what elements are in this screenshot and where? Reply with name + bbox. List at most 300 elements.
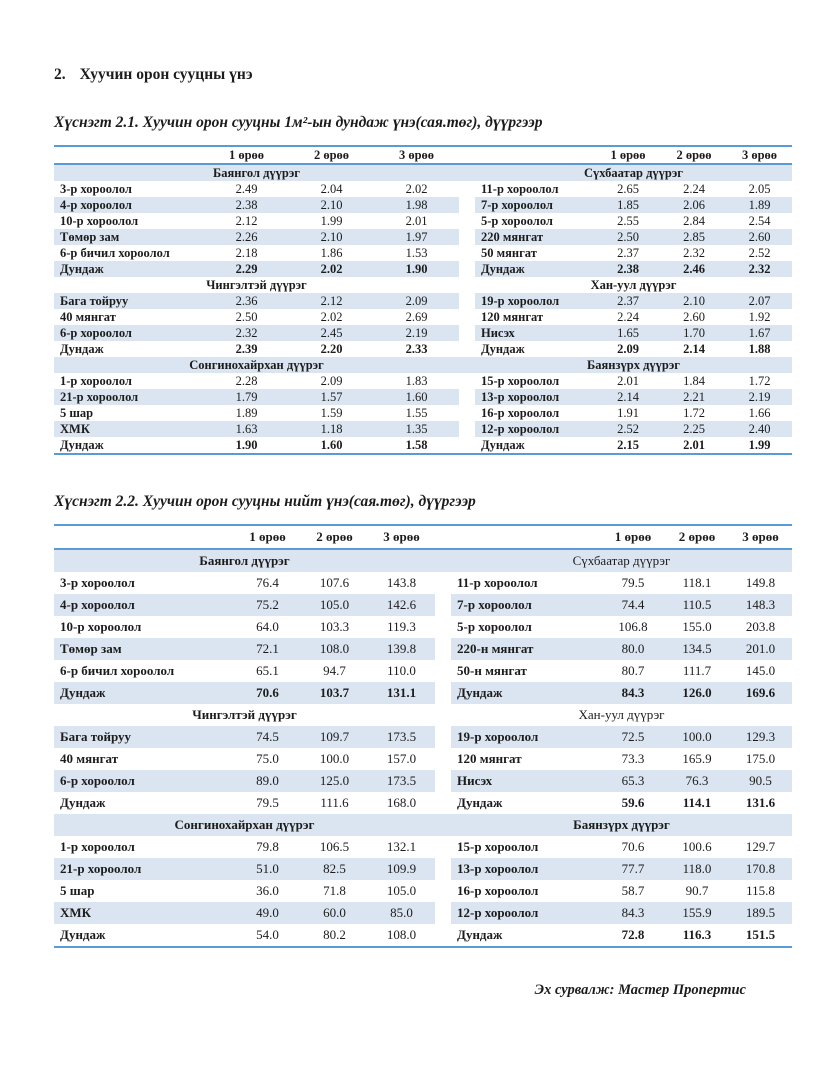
column-header: 3 өрөө [374, 146, 459, 164]
value-cell: 1.60 [374, 389, 459, 405]
value-cell: 89.0 [234, 770, 301, 792]
value-cell: 70.6 [621, 839, 645, 854]
value-cell: 76.3 [665, 770, 729, 792]
value-cell: 2.55 [617, 214, 639, 228]
row-label: 19-р хороолол [451, 726, 601, 748]
district-header: Хан-уул дүүрэг [578, 707, 665, 722]
row-label: 220 мянгат [475, 229, 595, 245]
value-cell: 111.7 [682, 663, 712, 678]
table-row [54, 682, 792, 704]
value-cell: 139.8 [368, 638, 435, 660]
value-cell: 84.3 [601, 902, 665, 924]
row-label: 40 мянгат [60, 310, 116, 324]
value-cell: 2.09 [374, 293, 459, 309]
spacer-cell [435, 902, 451, 924]
value-cell: 90.5 [729, 770, 792, 792]
value-cell: 103.7 [301, 682, 368, 704]
table-row [54, 197, 792, 213]
value-cell: 151.5 [745, 927, 776, 942]
value-cell: 129.3 [729, 726, 792, 748]
value-cell: 76.4 [256, 575, 279, 590]
row-label: ХМК [54, 902, 234, 924]
value-cell: 2.01 [683, 438, 705, 452]
row-label: 120 мянгат [457, 751, 522, 766]
value-cell: 201.0 [729, 638, 792, 660]
corner-cell [451, 525, 601, 549]
row-label: 15-р хороолол [481, 374, 560, 388]
district-header: Баянзүрх дүүрэг [451, 814, 792, 836]
table-row [54, 245, 792, 261]
value-cell: 2.84 [683, 214, 705, 228]
row-label: Нисэх [451, 770, 601, 792]
table-2-2-title: Хүснэгт 2.2. Хуучин орон сууцны нийт үнэ(сая.төг), дүүргээр [54, 493, 476, 510]
value-cell: 1.79 [204, 389, 289, 405]
value-cell: 1.58 [405, 438, 428, 452]
value-cell: 2.19 [727, 389, 792, 405]
value-cell: 119.3 [387, 619, 416, 634]
value-cell: 2.12 [235, 214, 258, 228]
spacer-cell [459, 277, 475, 293]
spacer-cell [435, 525, 451, 549]
table-row [54, 309, 792, 325]
spacer-cell [435, 836, 451, 858]
value-cell: 111.6 [320, 795, 349, 810]
source-note: Эх сурвалж: Мастер Пропертис [534, 982, 746, 998]
row-label: 21-р хороолол [54, 858, 234, 880]
column-header-row [54, 525, 792, 549]
value-cell: 165.9 [682, 751, 712, 766]
district-header: Баянгол дүүрэг [54, 164, 459, 181]
row-label: Дундаж [60, 795, 106, 810]
value-cell: 115.8 [746, 883, 775, 898]
row-label: 4-р хороолол [54, 197, 204, 213]
table-row [54, 792, 792, 814]
value-cell: 109.7 [301, 726, 368, 748]
value-cell: 1.53 [405, 246, 428, 260]
row-label: 7-р хороолол [451, 594, 601, 616]
value-cell: 1.84 [683, 374, 705, 388]
spacer-cell [435, 616, 451, 638]
table-row [54, 229, 792, 245]
row-label: Дундаж [54, 261, 204, 277]
table-row [54, 325, 792, 341]
spacer-cell [459, 309, 475, 325]
row-label: 6-р хороолол [54, 325, 204, 341]
row-label: 6-р хороолол [54, 770, 234, 792]
value-cell: 114.1 [682, 795, 712, 810]
value-cell: 58.7 [621, 883, 645, 898]
value-cell: 60.0 [301, 902, 368, 924]
value-cell: 2.24 [683, 182, 705, 196]
value-cell: 1.99 [748, 438, 771, 452]
row-label: 6-р бичил хороолол [60, 663, 175, 678]
table-row [54, 638, 792, 660]
value-cell: 118.1 [682, 575, 712, 590]
value-cell: 170.8 [729, 858, 792, 880]
value-cell: 2.10 [289, 229, 374, 245]
table-row [54, 770, 792, 792]
row-label: 13-р хороолол [451, 858, 601, 880]
column-header: 3 өрөө [368, 525, 435, 549]
value-cell: 80.0 [601, 638, 665, 660]
value-cell: 79.5 [256, 795, 279, 810]
value-cell: 2.02 [405, 182, 428, 196]
value-cell: 74.4 [601, 594, 665, 616]
value-cell: 203.8 [745, 619, 776, 634]
value-cell: 100.0 [319, 751, 350, 766]
value-cell: 1.90 [235, 438, 258, 452]
row-label: 40 мянгат [60, 751, 119, 766]
row-label: 10-р хороолол [60, 214, 139, 228]
row-label: Бага тойруу [54, 293, 204, 309]
spacer-cell [435, 682, 451, 704]
value-cell: 100.6 [682, 839, 712, 854]
value-cell: 1.85 [595, 197, 661, 213]
value-cell: 2.01 [405, 214, 428, 228]
value-cell: 1.89 [727, 197, 792, 213]
row-label: Бага тойруу [54, 726, 234, 748]
row-label: 5 шар [60, 883, 95, 898]
value-cell: 79.8 [256, 839, 279, 854]
section-title: Хуучин орон сууцны үнэ [79, 66, 253, 83]
value-cell: 84.3 [601, 682, 665, 704]
spacer-cell [435, 858, 451, 880]
row-label: 1-р хороолол [60, 839, 135, 854]
value-cell: 1.66 [748, 406, 771, 420]
value-cell: 108.0 [301, 638, 368, 660]
value-cell: 1.63 [204, 421, 289, 437]
value-cell: 1.99 [320, 214, 343, 228]
spacer-cell [435, 880, 451, 902]
row-label: Дундаж [54, 682, 234, 704]
value-cell: 2.50 [235, 310, 258, 324]
row-label: 3-р хороолол [60, 575, 135, 590]
value-cell: 106.5 [319, 839, 350, 854]
value-cell: 49.0 [234, 902, 301, 924]
row-label: Дундаж [457, 927, 503, 942]
row-label: Дундаж [475, 261, 595, 277]
district-band-row [54, 277, 792, 293]
row-label: 16-р хороолол [457, 883, 539, 898]
value-cell: 2.26 [204, 229, 289, 245]
value-cell: 105.0 [386, 883, 417, 898]
spacer-cell [435, 924, 451, 947]
value-cell: 2.45 [289, 325, 374, 341]
value-cell: 2.69 [405, 310, 428, 324]
row-label: 12-р хороолол [475, 421, 595, 437]
row-label: 50-н мянгат [457, 663, 527, 678]
table-row [54, 880, 792, 902]
spacer-cell [435, 704, 451, 726]
value-cell: 75.0 [256, 751, 279, 766]
value-cell: 1.92 [748, 310, 771, 324]
value-cell: 2.24 [617, 310, 639, 324]
row-label: 6-р бичил хороолол [60, 246, 170, 260]
row-label: 4-р хороолол [54, 594, 234, 616]
value-cell: 2.65 [617, 182, 639, 196]
row-label: 5-р хороолол [457, 619, 532, 634]
row-label: 11-р хороолол [457, 575, 538, 590]
column-header: 1 өрөө [234, 525, 301, 549]
value-cell: 131.6 [745, 795, 776, 810]
spacer-cell [435, 638, 451, 660]
value-cell: 85.0 [368, 902, 435, 924]
value-cell: 132.1 [386, 839, 417, 854]
value-cell: 2.40 [727, 421, 792, 437]
value-cell: 106.8 [618, 619, 648, 634]
row-label: Дундаж [457, 795, 503, 810]
district-header: Чингэлтэй дүүрэг [206, 278, 307, 292]
table-row [54, 858, 792, 880]
district-header: Баянзүрх дүүрэг [475, 357, 792, 373]
column-header: 1 өрөө [601, 525, 665, 549]
value-cell: 118.0 [665, 858, 729, 880]
value-cell: 189.5 [729, 902, 792, 924]
value-cell: 2.02 [320, 310, 343, 324]
value-cell: 80.2 [323, 927, 346, 942]
district-band-row [54, 164, 792, 181]
district-band-row [54, 549, 792, 572]
value-cell: 2.18 [235, 246, 258, 260]
spacer-cell [459, 164, 475, 181]
spacer-cell [459, 389, 475, 405]
column-header: 3 өрөө [727, 146, 792, 164]
value-cell: 1.55 [405, 406, 428, 420]
value-cell: 2.52 [748, 246, 771, 260]
value-cell: 1.60 [320, 438, 343, 452]
row-label: 13-р хороолол [475, 389, 595, 405]
value-cell: 1.91 [617, 406, 639, 420]
table-row [54, 437, 792, 454]
spacer-cell [435, 748, 451, 770]
value-cell: 2.60 [727, 229, 792, 245]
column-header: 2 өрөө [661, 146, 727, 164]
value-cell: 1.83 [405, 374, 428, 388]
table-row [54, 213, 792, 229]
value-cell: 105.0 [301, 594, 368, 616]
value-cell: 72.8 [621, 927, 645, 942]
row-label: 19-р хороолол [475, 293, 595, 309]
row-label: Дундаж [481, 342, 525, 356]
district-header: Баянгол дүүрэг [54, 549, 435, 572]
value-cell: 2.50 [595, 229, 661, 245]
value-cell: 1.72 [748, 374, 771, 388]
value-cell: 2.02 [289, 261, 374, 277]
table-2-1 [54, 145, 792, 455]
table-2-2 [54, 524, 792, 948]
value-cell: 2.49 [235, 182, 258, 196]
value-cell: 51.0 [234, 858, 301, 880]
value-cell: 109.9 [368, 858, 435, 880]
table-row [54, 572, 792, 594]
value-cell: 2.09 [617, 342, 639, 356]
district-header: Сүхбаатар дүүрэг [475, 164, 792, 181]
value-cell: 2.12 [289, 293, 374, 309]
value-cell: 79.5 [621, 575, 645, 590]
row-label: Дундаж [481, 438, 525, 452]
value-cell: 65.3 [601, 770, 665, 792]
table-row [54, 293, 792, 309]
value-cell: 2.46 [661, 261, 727, 277]
value-cell: 145.0 [745, 663, 776, 678]
value-cell: 73.3 [621, 751, 645, 766]
spacer-cell [435, 594, 451, 616]
spacer-cell [459, 229, 475, 245]
value-cell: 2.10 [661, 293, 727, 309]
value-cell: 125.0 [301, 770, 368, 792]
column-header: 2 өрөө [289, 146, 374, 164]
column-header: 2 өрөө [301, 525, 368, 549]
value-cell: 80.7 [621, 663, 645, 678]
value-cell: 2.05 [748, 182, 771, 196]
corner-cell [475, 146, 595, 164]
value-cell: 2.19 [374, 325, 459, 341]
value-cell: 168.0 [386, 795, 417, 810]
value-cell: 1.65 [595, 325, 661, 341]
value-cell: 173.5 [368, 726, 435, 748]
row-label: 12-р хороолол [451, 902, 601, 924]
row-label: Төмөр зам [54, 229, 204, 245]
value-cell: 2.52 [595, 421, 661, 437]
spacer-cell [435, 549, 451, 572]
value-cell: 2.54 [748, 214, 771, 228]
table-row [54, 616, 792, 638]
value-cell: 2.32 [727, 261, 792, 277]
value-cell: 143.8 [386, 575, 417, 590]
district-header: Сонгинохайрхан дүүрэг [54, 357, 459, 373]
value-cell: 71.8 [323, 883, 346, 898]
value-cell: 2.33 [405, 342, 428, 356]
row-label: 220-н мянгат [451, 638, 601, 660]
spacer-cell [435, 770, 451, 792]
value-cell: 2.36 [204, 293, 289, 309]
value-cell: 2.20 [320, 342, 343, 356]
row-label: 7-р хороолол [475, 197, 595, 213]
table-2-1-title: Хүснэгт 2.1. Хуучин орон сууцны 1м²-ын дундаж үнэ(сая.төг), дүүргээр [54, 114, 543, 131]
corner-cell [54, 146, 204, 164]
value-cell: 1.70 [661, 325, 727, 341]
spacer-cell [459, 357, 475, 373]
table-row [54, 405, 792, 421]
value-cell: 2.38 [595, 261, 661, 277]
column-header: 2 өрөө [665, 525, 729, 549]
value-cell: 2.04 [320, 182, 343, 196]
value-cell: 1.97 [374, 229, 459, 245]
value-cell: 90.7 [685, 883, 709, 898]
row-label: Дундаж [60, 342, 104, 356]
row-label: 5 шар [60, 406, 94, 420]
row-label: 15-р хороолол [457, 839, 539, 854]
row-label: Дундаж [60, 438, 104, 452]
value-cell: 100.0 [665, 726, 729, 748]
value-cell: 131.1 [368, 682, 435, 704]
value-cell: 2.14 [683, 342, 705, 356]
value-cell: 110.0 [387, 663, 416, 678]
value-cell: 54.0 [256, 927, 279, 942]
value-cell: 2.01 [617, 374, 639, 388]
spacer-cell [459, 245, 475, 261]
spacer-cell [459, 197, 475, 213]
value-cell: 2.38 [204, 197, 289, 213]
spacer-cell [459, 421, 475, 437]
district-header: Сүхбаатар дүүрэг [451, 549, 792, 572]
spacer-cell [459, 213, 475, 229]
value-cell: 1.86 [320, 246, 343, 260]
spacer-cell [459, 181, 475, 197]
value-cell: 2.60 [683, 310, 705, 324]
value-cell: 2.85 [661, 229, 727, 245]
table-row [54, 594, 792, 616]
section-heading [54, 66, 790, 84]
value-cell: 148.3 [729, 594, 792, 616]
spacer-cell [435, 572, 451, 594]
value-cell: 2.14 [595, 389, 661, 405]
row-label: 120 мянгат [481, 310, 544, 324]
spacer-cell [459, 405, 475, 421]
value-cell: 36.0 [256, 883, 279, 898]
value-cell: 2.25 [661, 421, 727, 437]
value-cell: 1.98 [374, 197, 459, 213]
value-cell: 72.1 [234, 638, 301, 660]
value-cell: 1.59 [320, 406, 343, 420]
table-row [54, 341, 792, 357]
table-row [54, 924, 792, 947]
value-cell: 175.0 [745, 751, 776, 766]
row-label: 3-р хороолол [60, 182, 132, 196]
row-label: 5-р хороолол [481, 214, 553, 228]
value-cell: 134.5 [665, 638, 729, 660]
spacer-cell [435, 814, 451, 836]
table-row [54, 261, 792, 277]
spacer-cell [435, 792, 451, 814]
district-band-row [54, 357, 792, 373]
column-header-row [54, 146, 792, 164]
value-cell: 2.32 [683, 246, 705, 260]
spacer-cell [459, 373, 475, 389]
value-cell: 1.72 [683, 406, 705, 420]
row-label: 50 мянгат [481, 246, 537, 260]
value-cell: 1.35 [374, 421, 459, 437]
spacer-cell [459, 341, 475, 357]
value-cell: 1.88 [748, 342, 771, 356]
value-cell: 107.6 [319, 575, 350, 590]
row-label: 11-р хороолол [481, 182, 559, 196]
value-cell: 1.67 [727, 325, 792, 341]
spacer-cell [459, 437, 475, 454]
value-cell: 2.39 [235, 342, 258, 356]
value-cell: 116.3 [682, 927, 712, 942]
value-cell: 77.7 [601, 858, 665, 880]
column-header: 1 өрөө [595, 146, 661, 164]
table-row [54, 902, 792, 924]
spacer-cell [435, 726, 451, 748]
spacer-cell [435, 660, 451, 682]
row-label: 1-р хороолол [60, 374, 132, 388]
value-cell: 2.06 [661, 197, 727, 213]
value-cell: 2.07 [727, 293, 792, 309]
value-cell: 142.6 [368, 594, 435, 616]
row-label: Дундаж [60, 927, 106, 942]
value-cell: 173.5 [368, 770, 435, 792]
value-cell: 72.5 [601, 726, 665, 748]
column-header: 3 өрөө [729, 525, 792, 549]
district-band-row [54, 704, 792, 726]
table-row [54, 389, 792, 405]
row-label: 21-р хороолол [54, 389, 204, 405]
value-cell: 75.2 [234, 594, 301, 616]
row-label: 16-р хороолол [481, 406, 560, 420]
district-header: Хан-уул дүүрэг [590, 278, 677, 292]
